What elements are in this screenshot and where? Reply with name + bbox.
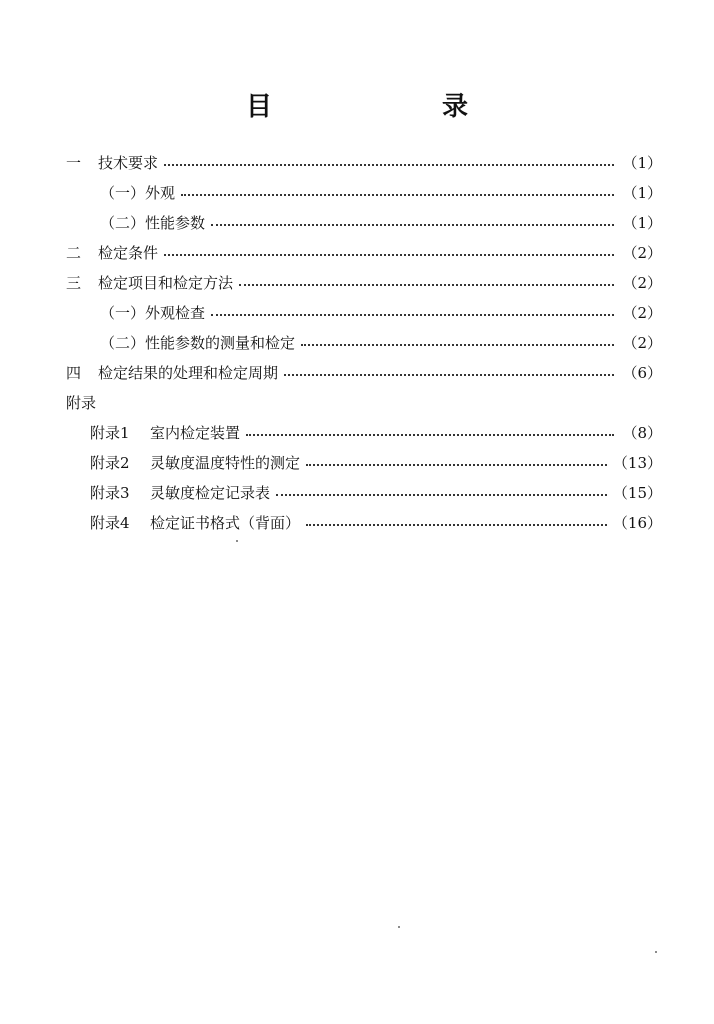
dot-leader xyxy=(306,524,607,526)
toc-entry-number: 附录1 xyxy=(90,423,130,442)
toc-entry-page: （15） xyxy=(612,483,662,502)
toc-entry-label: （一）外观检查 xyxy=(100,303,206,322)
toc-entry[interactable] xyxy=(66,477,662,507)
toc-entry-label: （一）外观 xyxy=(100,183,176,202)
toc-entry-label: 检定结果的处理和检定周期 xyxy=(98,363,279,382)
toc-entry-number: 附录4 xyxy=(90,513,130,532)
toc-entry-page: （2） xyxy=(622,333,662,352)
toc-entry-page: （8） xyxy=(622,423,662,442)
toc-entry-label: 技术要求 xyxy=(98,153,159,172)
page-title: 目 录 xyxy=(245,92,540,122)
toc-entry[interactable] xyxy=(66,147,662,177)
toc-entry-page: （2） xyxy=(622,273,662,292)
toc-entry[interactable] xyxy=(66,327,662,357)
dot-leader xyxy=(211,224,614,226)
dot-leader xyxy=(181,194,614,196)
toc-entry[interactable] xyxy=(66,237,662,267)
toc-entry-page: （13） xyxy=(612,453,662,472)
toc-entry-label: 检定项目和检定方法 xyxy=(98,273,234,292)
toc-entry-page: （1） xyxy=(622,183,662,202)
dot-leader xyxy=(164,164,614,166)
scan-speck xyxy=(398,926,400,928)
toc-entry[interactable] xyxy=(66,447,662,477)
toc-entry-number: 附录2 xyxy=(90,453,130,472)
dot-leader xyxy=(301,344,614,346)
toc-entry-label: 附录 xyxy=(66,393,97,412)
toc-section-heading xyxy=(66,387,662,417)
scan-speck xyxy=(236,540,238,542)
toc-entry-page: （6） xyxy=(622,363,662,382)
dot-leader xyxy=(246,434,614,436)
toc-entry[interactable] xyxy=(66,507,662,537)
toc-entry-number: 二 xyxy=(66,243,82,262)
toc-entry-label: 室内检定装置 xyxy=(150,423,241,442)
toc-entry[interactable] xyxy=(66,177,662,207)
dot-leader xyxy=(306,464,607,466)
toc-entry-label: 灵敏度检定记录表 xyxy=(150,483,271,502)
toc-entry-label: （二）性能参数 xyxy=(100,213,206,232)
toc-entry[interactable] xyxy=(66,357,662,387)
toc-entry-page: （2） xyxy=(622,303,662,322)
toc-entry-page: （2） xyxy=(622,243,662,262)
toc-entry-label: （二）性能参数的测量和检定 xyxy=(100,333,296,352)
toc-entry[interactable] xyxy=(66,207,662,237)
toc-entry-page: （1） xyxy=(622,153,662,172)
toc-entry-label: 检定条件 xyxy=(98,243,159,262)
toc-entry[interactable] xyxy=(66,297,662,327)
dot-leader xyxy=(284,374,614,376)
dot-leader xyxy=(164,254,614,256)
toc-entry-label: 检定证书格式（背面） xyxy=(150,513,301,532)
table-of-contents xyxy=(66,147,662,537)
toc-entry-number: 三 xyxy=(66,273,82,292)
toc-entry-label: 灵敏度温度特性的测定 xyxy=(150,453,301,472)
toc-entry[interactable] xyxy=(66,267,662,297)
toc-entry-page: （16） xyxy=(612,513,662,532)
toc-entry-number: 附录3 xyxy=(90,483,130,502)
toc-entry-number: 一 xyxy=(66,153,82,172)
scan-speck xyxy=(655,951,657,953)
toc-entry-page: （1） xyxy=(622,213,662,232)
dot-leader xyxy=(211,314,614,316)
dot-leader xyxy=(239,284,614,286)
dot-leader xyxy=(276,494,607,496)
toc-entry-number: 四 xyxy=(66,363,82,382)
toc-entry[interactable] xyxy=(66,417,662,447)
